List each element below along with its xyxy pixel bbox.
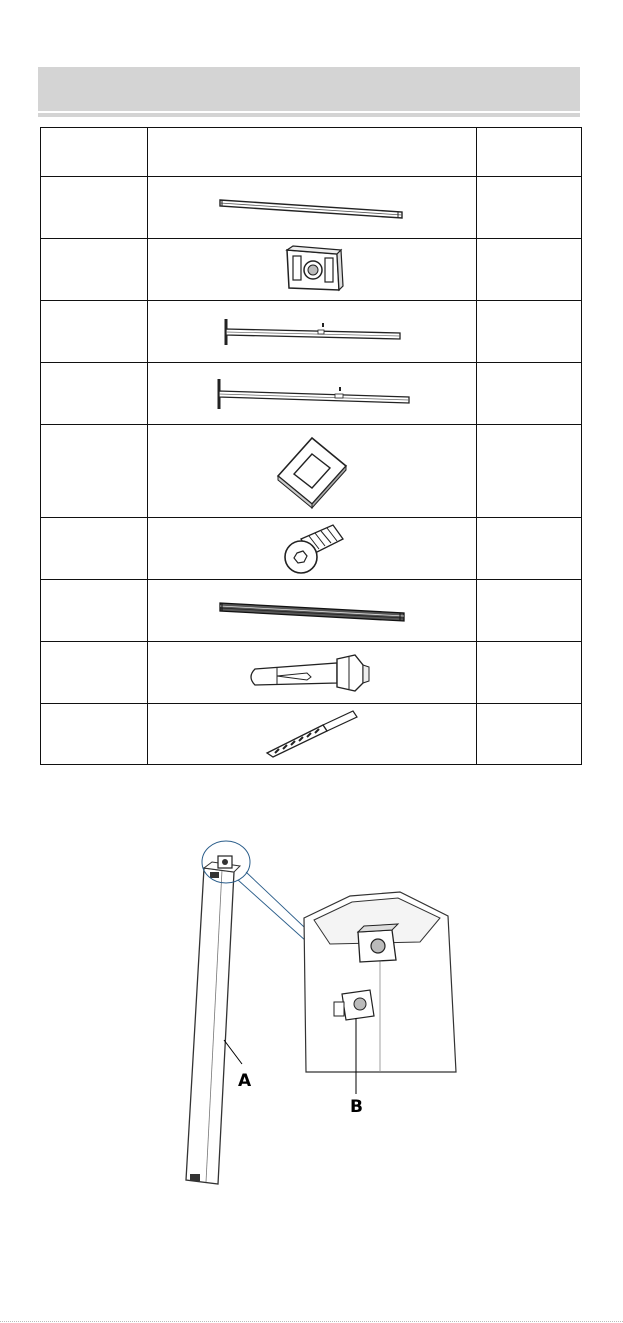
- part-image-cell: [148, 239, 477, 301]
- table-row: [41, 301, 582, 363]
- table-row: [41, 518, 582, 580]
- table-row: [41, 177, 582, 239]
- part-image-cell: [148, 301, 477, 363]
- part-image-cell: [148, 704, 477, 765]
- header-cell-part: [41, 128, 148, 177]
- part-qty-cell: [477, 704, 582, 765]
- header-bar: [38, 67, 580, 111]
- header-cell-image: [148, 128, 477, 177]
- label-a-leader: [224, 1040, 242, 1064]
- part-id-cell: [41, 363, 148, 425]
- header-rule: [38, 113, 580, 117]
- part-image-cell: [148, 363, 477, 425]
- part-id-cell: [41, 704, 148, 765]
- part-image-cell: [148, 425, 477, 518]
- part-qty-cell: [477, 425, 582, 518]
- label-a: A: [238, 1071, 252, 1091]
- part-qty-cell: [477, 518, 582, 580]
- label-b: B: [350, 1097, 363, 1117]
- part-image-cell: [148, 580, 477, 642]
- header-cell-qty: [477, 128, 582, 177]
- t-bar-short-icon: [212, 311, 412, 353]
- part-id-cell: [41, 301, 148, 363]
- button-head-bolt-icon: [267, 521, 357, 577]
- table-row: [41, 363, 582, 425]
- page-bottom-edge: [0, 1321, 623, 1322]
- bar-icon: [212, 188, 412, 228]
- part-qty-cell: [477, 301, 582, 363]
- part-qty-cell: [477, 642, 582, 704]
- part-image-cell: [148, 177, 477, 239]
- table-row: [41, 425, 582, 518]
- part-id-cell: [41, 518, 148, 580]
- part-id-cell: [41, 177, 148, 239]
- part-image-cell: [148, 642, 477, 704]
- t-bar-long-icon: [207, 373, 417, 415]
- assembly-diagram: [160, 832, 470, 1202]
- expansion-anchor-icon: [237, 649, 387, 697]
- threaded-rod-icon: [212, 594, 412, 628]
- part-id-cell: [41, 425, 148, 518]
- cage-nut-icon: [267, 242, 357, 298]
- table-header-row: [41, 128, 582, 177]
- part-image-cell: [148, 518, 477, 580]
- post-illustration: [186, 856, 240, 1184]
- parts-table: [40, 127, 582, 765]
- part-qty-cell: [477, 177, 582, 239]
- part-id-cell: [41, 239, 148, 301]
- square-washer-icon: [272, 432, 352, 510]
- table-row: [41, 642, 582, 704]
- part-id-cell: [41, 642, 148, 704]
- zoom-detail: [304, 892, 456, 1072]
- table-row: [41, 580, 582, 642]
- table-row: [41, 704, 582, 765]
- table-row: [41, 239, 582, 301]
- drill-bit-icon: [257, 709, 367, 759]
- part-qty-cell: [477, 239, 582, 301]
- part-qty-cell: [477, 363, 582, 425]
- part-id-cell: [41, 580, 148, 642]
- part-qty-cell: [477, 580, 582, 642]
